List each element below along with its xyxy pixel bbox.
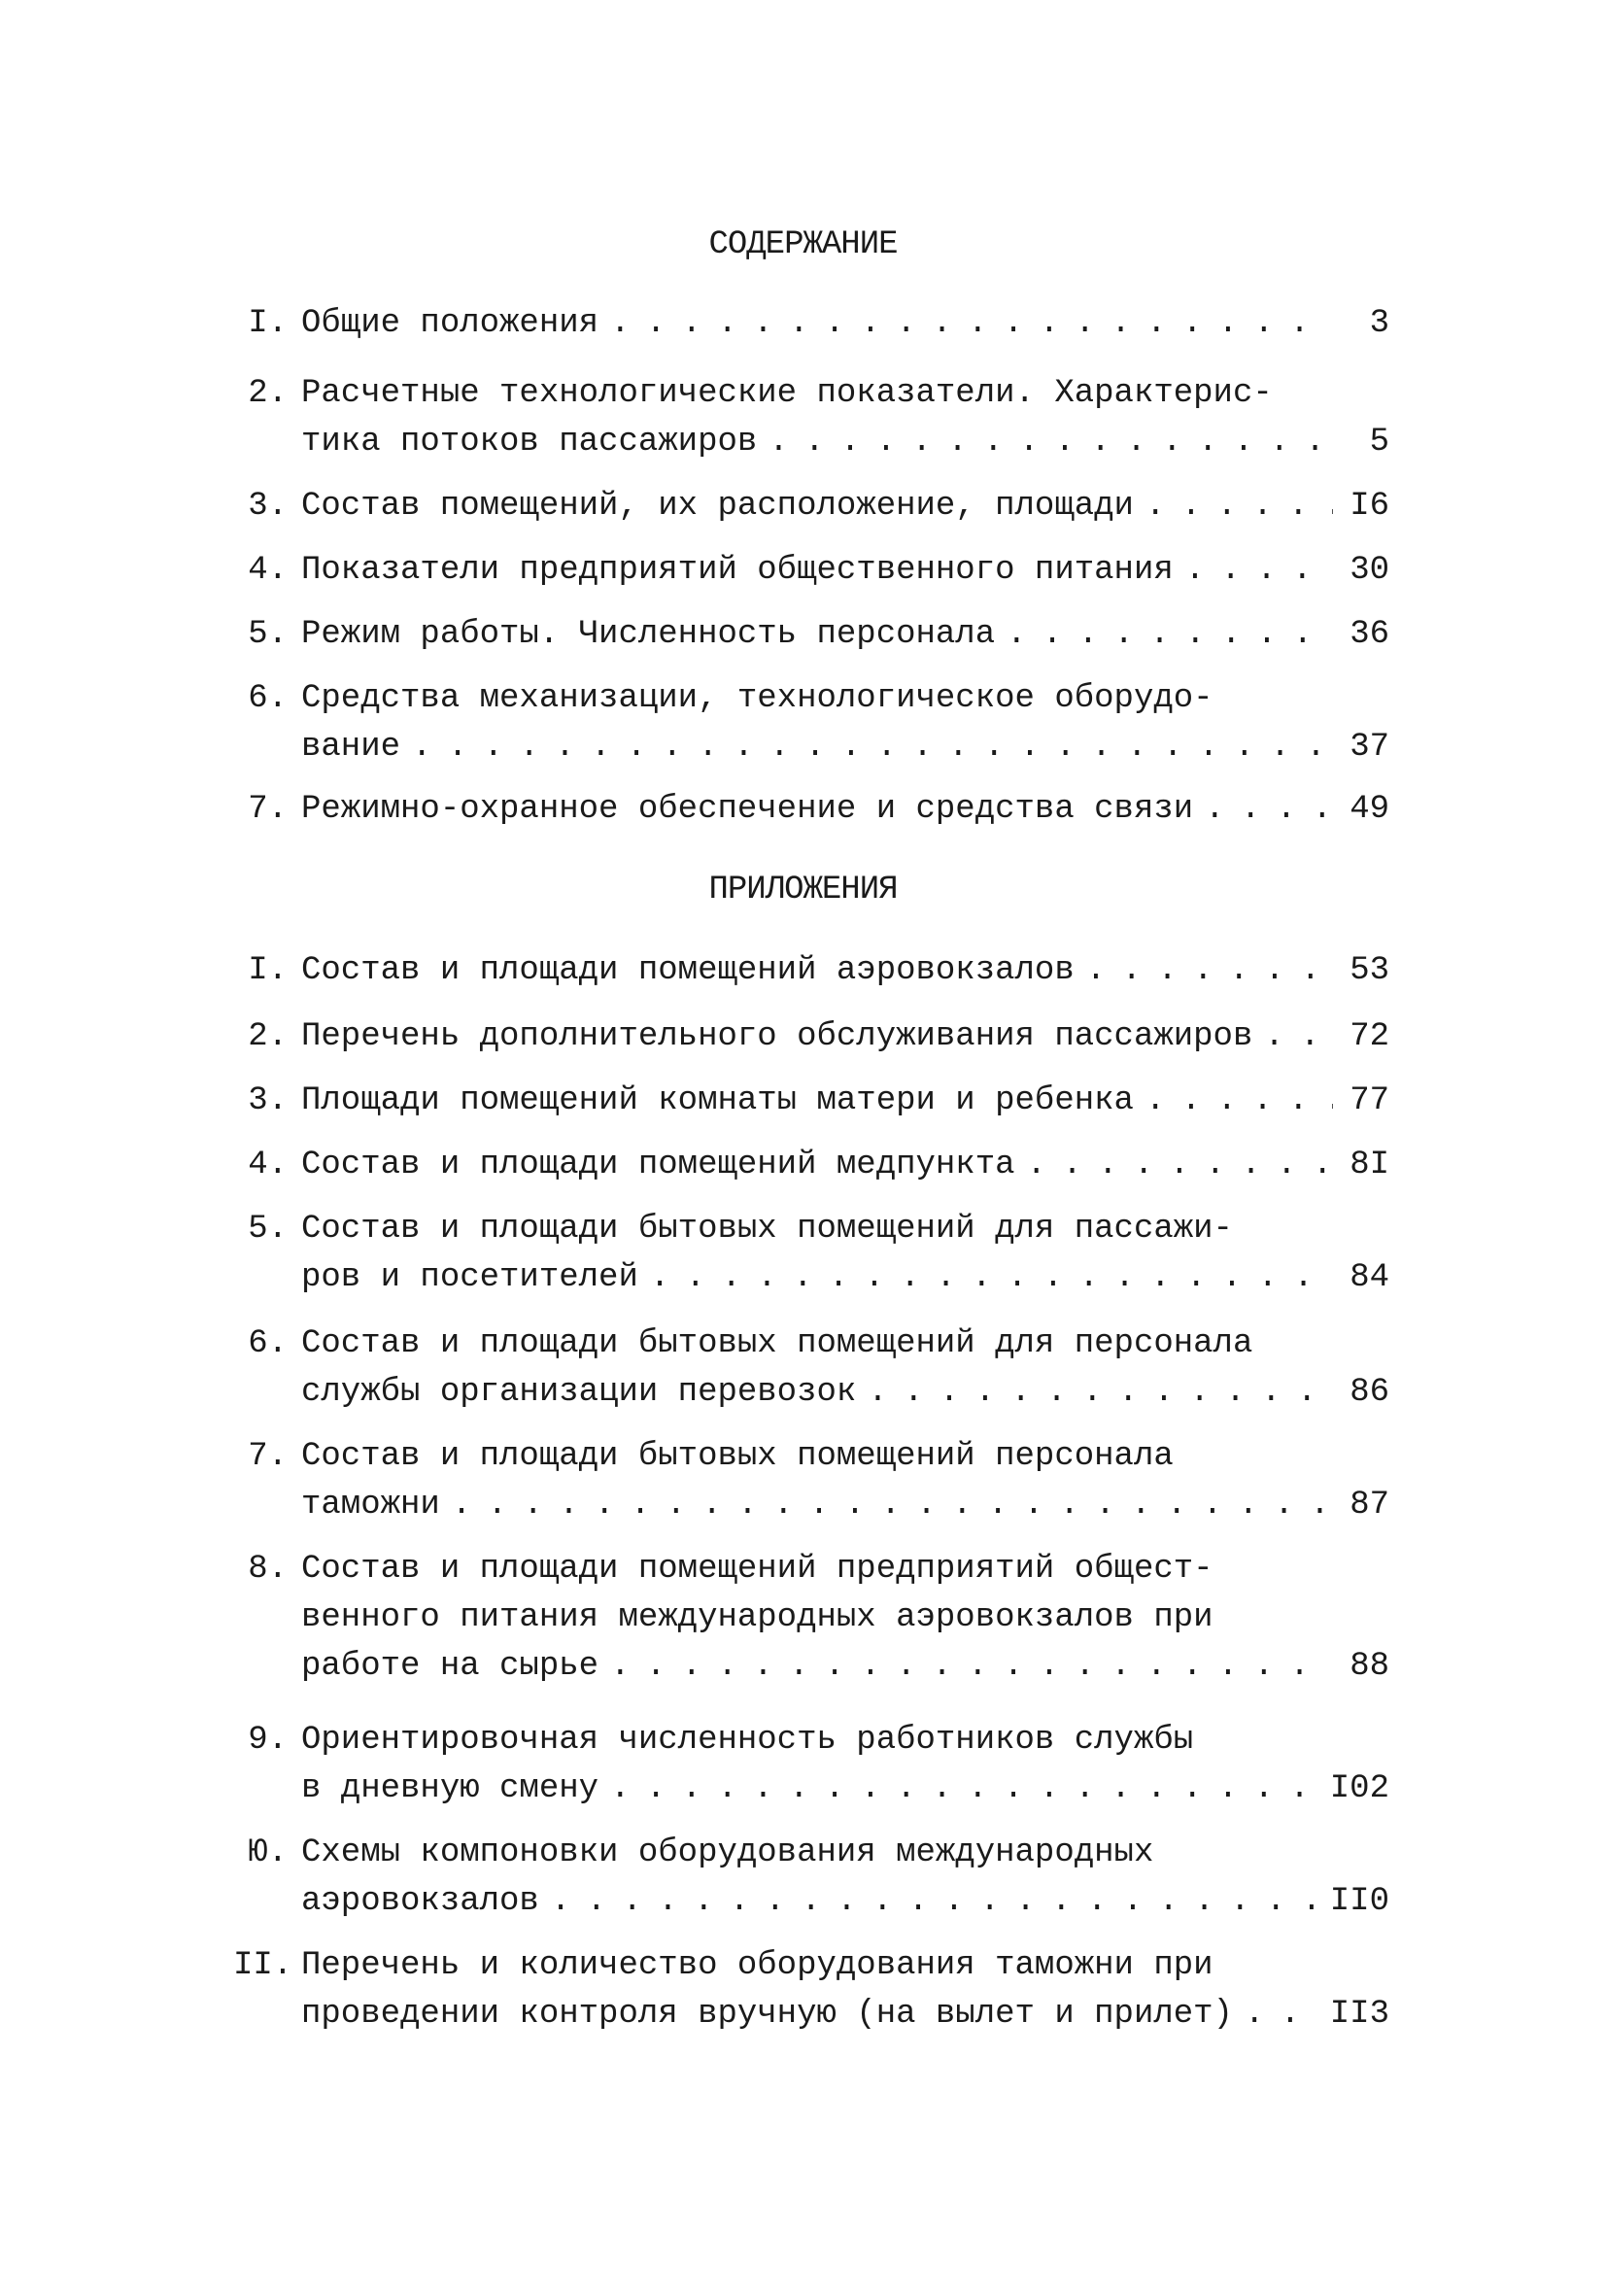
- contents-entry-line: [233, 482, 1389, 531]
- appendix-entry-title: венного питания международных аэровокзалов при: [301, 1599, 1213, 1636]
- appendix-entry-title: Состав и площади бытовых помещений для персонала: [301, 1325, 1253, 1362]
- appendix-entry-line: [233, 1765, 1389, 1813]
- appendix-entry-title: Перечень и количество оборудования таможни при: [301, 1947, 1213, 1984]
- contents-heading: СОДЕРЖАНИЕ: [708, 226, 898, 263]
- contents-entry-number: I.: [248, 305, 288, 342]
- appendix-entry-title: проведении контроля вручную (на вылет и прилет): [301, 1996, 1233, 2033]
- contents-entry-title: Средства механизации, технологическое оборудо-: [301, 680, 1213, 717]
- leader-dots: [1145, 482, 1333, 531]
- appendix-entry-title: Состав и площади бытовых помещений для пассажи-: [301, 1211, 1233, 1248]
- appendix-entry-title: Состав и площади бытовых помещений персонала: [301, 1438, 1174, 1475]
- appendix-page-number: II3: [1329, 1996, 1389, 2033]
- appendix-entry-title: Схемы компоновки оборудования международных: [301, 1834, 1154, 1871]
- appendix-entry-line: [233, 1593, 1389, 1642]
- appendix-entry-number: 2.: [248, 1018, 288, 1055]
- appendix-entry-title: Состав и площади помещений медпункта: [301, 1147, 1015, 1183]
- leader-dots: [1205, 785, 1333, 834]
- contents-page-number: 36: [1350, 616, 1389, 653]
- appendix-entry-number: 8.: [248, 1551, 288, 1588]
- contents-entry-number: 7.: [248, 791, 288, 828]
- appendix-entry-line: [233, 1319, 1389, 1368]
- leader-dots: [1185, 546, 1333, 595]
- contents-entry-title: тика потоков пассажиров: [301, 424, 758, 461]
- leader-dots: [610, 1642, 1333, 1691]
- contents-entry-line: [233, 723, 1389, 771]
- contents-entry-line: [233, 785, 1389, 834]
- contents-page-number: 37: [1350, 729, 1389, 766]
- appendix-entry-line: [233, 1716, 1389, 1765]
- leader-dots: [452, 1481, 1333, 1529]
- contents-page-number: 3: [1369, 305, 1389, 342]
- appendix-entry-number: 6.: [248, 1325, 288, 1362]
- appendix-entry-line: [233, 1253, 1389, 1302]
- appendix-page-number: 87: [1350, 1487, 1389, 1524]
- appendix-entry-line: [233, 1432, 1389, 1481]
- leader-dots: [551, 1877, 1322, 1926]
- appendix-entry-number: 9.: [248, 1722, 288, 1759]
- leader-dots: [1027, 1141, 1333, 1189]
- contents-entry-line: [233, 369, 1389, 418]
- contents-entry-title: Режимно-охранное обеспечение и средства связи: [301, 791, 1194, 828]
- contents-entry-title: Показатели предприятий общественного питания: [301, 552, 1174, 589]
- appendix-entry-line: [233, 1141, 1389, 1189]
- appendix-page-number: 72: [1350, 1018, 1389, 1055]
- contents-entry-line: [233, 418, 1389, 466]
- appendix-page-number: 77: [1350, 1082, 1389, 1119]
- appendix-entry-line: [233, 1481, 1389, 1529]
- appendix-page-number: 86: [1350, 1374, 1389, 1411]
- appendix-entry-title: Состав и площади помещений аэровокзалов: [301, 952, 1075, 989]
- contents-page-number: I6: [1350, 488, 1389, 525]
- contents-entry-title: Режим работы. Численность персонала: [301, 616, 996, 653]
- appendix-entry-title: в дневную смену: [301, 1770, 599, 1807]
- appendix-entry-line: [233, 1829, 1389, 1877]
- contents-page-number: 49: [1350, 791, 1389, 828]
- appendix-page-number: 88: [1350, 1648, 1389, 1685]
- appendix-entry-title: Ориентировочная численность работников службы: [301, 1722, 1194, 1759]
- appendix-entry-title: Площади помещений комнаты матери и ребенка: [301, 1082, 1134, 1119]
- appendix-entry-line: [233, 1205, 1389, 1253]
- appendix-page-number: 53: [1350, 952, 1389, 989]
- appendix-page-number: I02: [1329, 1770, 1389, 1807]
- leader-dots: [769, 418, 1333, 466]
- contents-page-number: 5: [1369, 424, 1389, 461]
- appendix-entry-line: [233, 1077, 1389, 1125]
- appendix-entry-number: 4.: [248, 1147, 288, 1183]
- appendix-entry-number: Ю.: [248, 1834, 288, 1871]
- appendix-entry-number: 3.: [248, 1082, 288, 1119]
- appendix-entry-line: [233, 1642, 1389, 1691]
- contents-entry-title: вание: [301, 729, 401, 766]
- appendix-entry-line: [233, 1368, 1389, 1417]
- leader-dots: [1086, 946, 1333, 995]
- appendix-entry-title: аэровокзалов: [301, 1883, 539, 1920]
- appendix-entry-line: [233, 1990, 1389, 2039]
- contents-entry-line: [233, 674, 1389, 723]
- contents-entry-line: [233, 299, 1389, 348]
- appendix-entry-title: таможни: [301, 1487, 440, 1524]
- leader-dots: [610, 1765, 1322, 1813]
- appendix-entry-title: работе на сырье: [301, 1648, 599, 1685]
- contents-page-number: 30: [1350, 552, 1389, 589]
- contents-entry-line: [233, 610, 1389, 659]
- contents-entry-number: 6.: [248, 680, 288, 717]
- leader-dots: [1264, 1012, 1333, 1061]
- contents-entry-title: Состав помещений, их расположение, площади: [301, 488, 1134, 525]
- contents-entry-number: 5.: [248, 616, 288, 653]
- leader-dots: [412, 723, 1333, 771]
- leader-dots: [1145, 1077, 1333, 1125]
- appendix-page-number: 8I: [1350, 1147, 1389, 1183]
- leader-dots: [610, 299, 1333, 348]
- appendix-entry-number: 5.: [248, 1211, 288, 1248]
- appendix-entry-line: [233, 946, 1389, 995]
- appendix-page-number: II0: [1329, 1883, 1389, 1920]
- contents-entry-title: Общие положения: [301, 305, 599, 342]
- contents-entry-number: 3.: [248, 488, 288, 525]
- leader-dots: [1245, 1990, 1322, 2039]
- contents-entry-number: 2.: [248, 375, 288, 412]
- appendix-entry-title: Перечень дополнительного обслуживания пассажиров: [301, 1018, 1253, 1055]
- appendix-heading: ПРИЛОЖЕНИЯ: [708, 872, 898, 908]
- appendix-entry-title: ров и посетителей: [301, 1259, 638, 1296]
- leader-dots: [1007, 610, 1333, 659]
- appendix-entry-line: [233, 1545, 1389, 1593]
- leader-dots: [868, 1368, 1333, 1417]
- appendix-entry-title: Состав и площади помещений предприятий общест-: [301, 1551, 1213, 1588]
- appendix-entry-number: II.: [233, 1947, 293, 1984]
- leader-dots: [650, 1253, 1333, 1302]
- appendix-entry-line: [233, 1012, 1389, 1061]
- contents-entry-line: [233, 546, 1389, 595]
- appendix-entry-number: I.: [248, 952, 288, 989]
- contents-entry-number: 4.: [248, 552, 288, 589]
- appendix-entry-line: [233, 1877, 1389, 1926]
- appendix-entry-title: службы организации перевозок: [301, 1374, 857, 1411]
- appendix-entry-line: [233, 1941, 1389, 1990]
- appendix-page-number: 84: [1350, 1259, 1389, 1296]
- appendix-entry-number: 7.: [248, 1438, 288, 1475]
- contents-entry-title: Расчетные технологические показатели. Характерис-: [301, 375, 1273, 412]
